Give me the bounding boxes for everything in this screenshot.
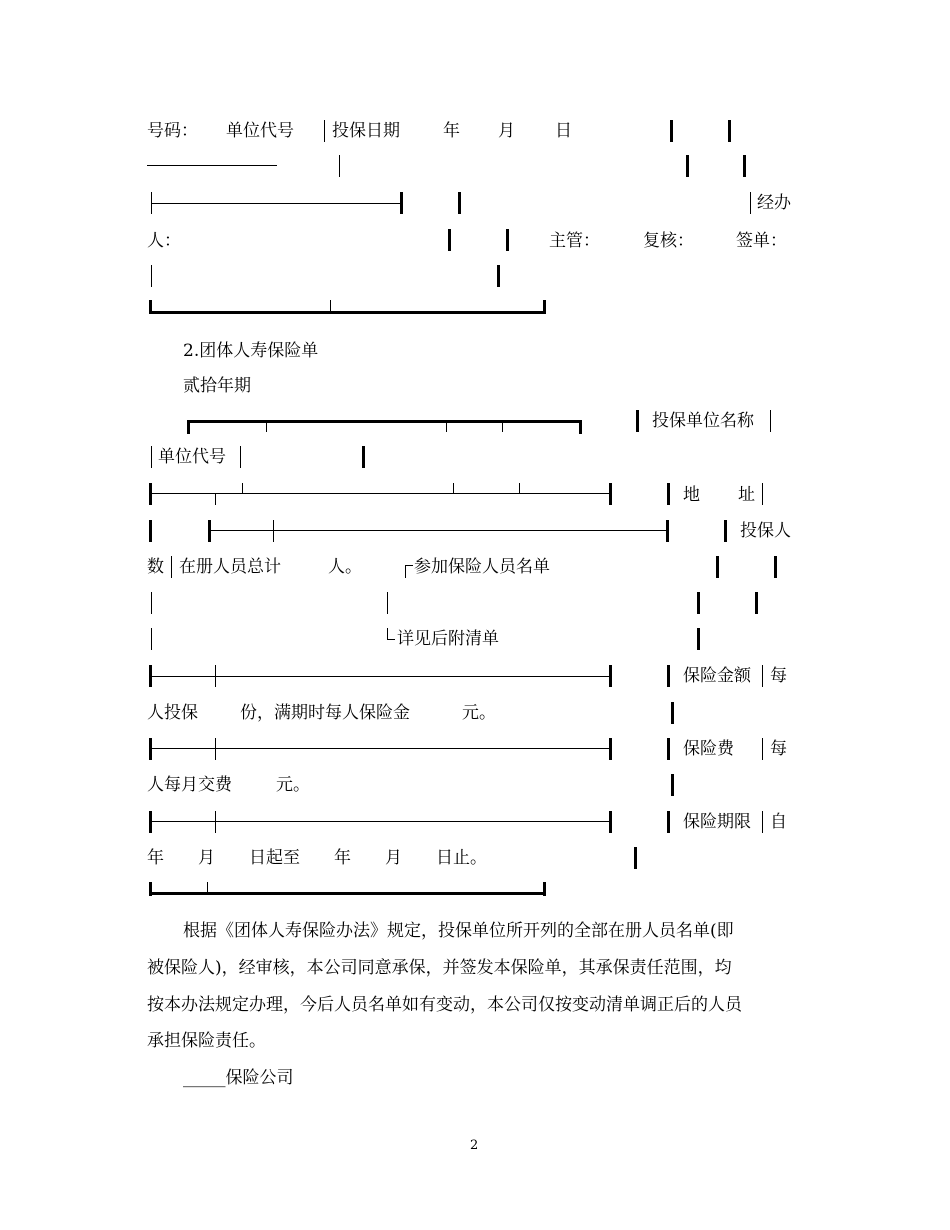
insured-count-label-b: 数 [147, 557, 164, 577]
amount-text-b1: 人投保 [147, 703, 198, 723]
table-border [716, 556, 719, 578]
table-border [697, 592, 700, 614]
table-border [149, 738, 152, 760]
table-border [666, 520, 669, 542]
paragraph-line: 承担保险责任。 [147, 1031, 266, 1051]
table-border [149, 821, 612, 822]
table-border [667, 483, 670, 505]
table-border [215, 738, 216, 760]
premium-text-b2: 元。 [276, 775, 310, 795]
table-border [151, 628, 152, 650]
table-border [151, 592, 152, 614]
table-border [330, 300, 331, 312]
table-border [543, 882, 546, 896]
table-border [543, 300, 546, 314]
table-border [667, 738, 670, 760]
table-border [171, 556, 172, 578]
bracket-bottom [387, 628, 388, 639]
table-border [151, 446, 152, 468]
table-border [187, 420, 582, 423]
premium-text-b1: 人每月交费 [147, 775, 232, 795]
year-label: 年 [443, 121, 460, 141]
table-border [149, 811, 152, 833]
table-border [458, 192, 461, 214]
table-border [208, 520, 211, 542]
table-border [762, 665, 763, 687]
table-border [609, 738, 612, 760]
amount-text-b2: 份，满期时每人保险金 [240, 703, 410, 723]
premium-text-a: 每 [770, 739, 787, 759]
table-border [149, 483, 152, 505]
amount-text-a: 每 [770, 666, 787, 686]
see-list-text: 详见后附清单 [397, 629, 499, 649]
table-border [208, 530, 668, 531]
table-border [324, 120, 325, 142]
period-label: 保险期限 [683, 812, 751, 832]
sign-label: 签单： [736, 231, 787, 251]
unit-code-label: 单位代号 [158, 447, 226, 467]
handler-label-a: 经办 [757, 193, 791, 213]
table-border [207, 882, 208, 893]
table-border [743, 155, 746, 177]
table-border [215, 493, 216, 505]
table-border [519, 483, 520, 494]
table-border [149, 748, 612, 749]
premium-label: 保险费 [683, 739, 734, 759]
apply-date-label: 投保日期 [332, 121, 400, 141]
supervisor-label: 主管： [549, 231, 600, 251]
table-border [609, 483, 612, 505]
table-border [697, 628, 700, 650]
table-border [770, 410, 771, 432]
table-border [149, 676, 612, 677]
table-border [579, 420, 582, 434]
table-border [400, 192, 403, 214]
table-border [362, 446, 365, 468]
number-label: 号码： [147, 121, 198, 141]
table-border [774, 556, 777, 578]
paragraph-line: 被保险人)，经审核，本公司同意承保，并签发本保险单，其承保责任范围，均 [147, 958, 732, 978]
company-line: _____保险公司 [183, 1068, 294, 1088]
paragraph-line: 根据《团体人寿保险办法》规定，投保单位所开列的全部在册人员名单(即 [183, 921, 734, 941]
table-border [240, 446, 241, 468]
insured-count-label-a: 投保人 [740, 521, 791, 541]
table-border [609, 811, 612, 833]
table-border [266, 420, 267, 432]
table-border [667, 811, 670, 833]
table-border [634, 847, 637, 869]
table-border [387, 592, 388, 614]
table-border [215, 665, 216, 687]
bracket-top [405, 565, 406, 578]
table-border [728, 120, 731, 142]
table-border [506, 229, 509, 251]
underline [147, 165, 277, 166]
unit-code-label: 单位代号 [226, 121, 294, 141]
day-label: 日 [555, 121, 572, 141]
table-border [762, 738, 763, 760]
section-subheading: 贰拾年期 [183, 376, 251, 396]
period-text-b: 年 月 日起至 年 月 日止。 [147, 848, 487, 868]
table-border [273, 520, 274, 542]
table-border [671, 774, 674, 796]
table-border [502, 420, 503, 432]
table-border [724, 520, 727, 542]
table-border [671, 702, 674, 724]
table-border [686, 155, 689, 177]
address-label-a: 地 [683, 485, 700, 505]
total-text: 在册人员总计 [179, 557, 281, 577]
table-border [762, 811, 763, 833]
table-border [149, 892, 546, 895]
table-border [149, 493, 612, 494]
table-border [497, 265, 500, 287]
review-label: 复核： [643, 231, 694, 251]
table-border [446, 420, 447, 432]
address-label-b: 址 [738, 485, 755, 505]
name-list-text: 参加保险人员名单 [414, 557, 550, 577]
table-border [339, 155, 340, 177]
month-label: 月 [498, 121, 515, 141]
table-border [609, 665, 612, 687]
paragraph-line: 按本办法规定办理，今后人员名单如有变动，本公司仅按变动清单调正后的人员 [147, 995, 742, 1015]
table-border [242, 483, 243, 494]
table-border [636, 410, 639, 432]
table-border [149, 520, 152, 542]
section-heading: 2.团体人寿保险单 [183, 341, 319, 361]
table-border [151, 265, 152, 287]
table-border [667, 665, 670, 687]
table-border [149, 311, 546, 314]
table-border [755, 592, 758, 614]
table-border [448, 229, 451, 251]
table-border [670, 120, 673, 142]
table-border [215, 811, 216, 833]
table-border [453, 483, 454, 494]
table-border [750, 192, 751, 214]
unit-name-label: 投保单位名称 [652, 411, 754, 431]
amount-text-b3: 元。 [462, 703, 496, 723]
amount-label: 保险金额 [683, 666, 751, 686]
page-number: 2 [470, 1138, 479, 1153]
period-text-a: 自 [770, 812, 787, 832]
bracket-top [405, 565, 413, 566]
handler-label-b: 人： [147, 231, 181, 251]
table-border [151, 203, 401, 204]
table-border [762, 483, 763, 505]
total-unit: 人。 [328, 557, 362, 577]
bracket-bottom [387, 639, 395, 640]
